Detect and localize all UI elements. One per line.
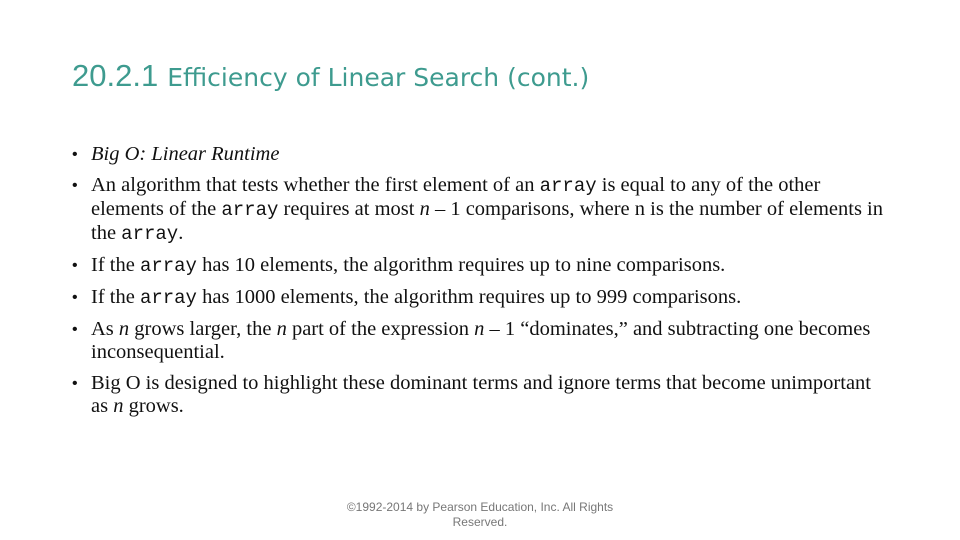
bullet-icon: • — [72, 257, 78, 274]
bullet-text-part: Big O is designed to highlight these dominant terms and ignore terms that become unimportant as — [91, 372, 872, 417]
code-term: array — [139, 255, 197, 277]
bullet-icon: • — [72, 146, 78, 163]
bullet-text-part: . — [178, 222, 184, 244]
code-term: array — [121, 223, 179, 245]
italic-term: n — [276, 318, 287, 340]
bullet-item — [72, 318, 892, 364]
bullet-icon: • — [72, 177, 78, 194]
copyright-footer — [330, 500, 630, 530]
bullet-icon: • — [72, 375, 78, 392]
italic-term: n — [419, 198, 430, 220]
bullet-item — [72, 286, 892, 310]
slide-title — [72, 58, 589, 94]
bullet-text: Big O: Linear Runtime — [91, 143, 280, 165]
italic-term: n — [113, 395, 124, 417]
code-term: array — [221, 199, 279, 221]
bullet-item — [72, 174, 892, 246]
bullet-text-part: requires at most — [278, 198, 420, 220]
copyright-line: ©1992-2014 by Pearson Education, Inc. All Rights — [346, 500, 614, 514]
italic-term: n — [118, 318, 130, 340]
bullet-item — [72, 143, 892, 166]
bullet-text-part: An algorithm that tests whether the first element of an — [91, 174, 540, 196]
bullet-text-part: If the — [91, 286, 140, 308]
bullet-text-part: has 1000 elements, the algorithm requires up to 999 comparisons. — [196, 286, 742, 308]
bullet-text-part: is equal to any of the other elements of the — [91, 174, 821, 220]
bullet-text-part: As — [91, 318, 119, 340]
bullet-text-part: grows. — [123, 395, 184, 417]
bullet-item — [72, 372, 892, 418]
bullet-list — [72, 143, 892, 426]
bullet-text-part: – 1 comparisons, where n is the number of elements in the — [91, 198, 884, 244]
bullet-icon: • — [72, 289, 78, 306]
bullet-text-part: part of the expression — [286, 318, 475, 340]
code-term: array — [539, 175, 597, 197]
title-text: Efficiency of Linear Search (cont.) — [167, 63, 590, 92]
bullet-text-part: – 1 “dominates,” and subtracting one becomes inconsequential. — [91, 318, 871, 363]
section-number: 20.2.1 — [72, 58, 159, 93]
bullet-text-part: has 10 elements, the algorithm requires up to nine comparisons. — [196, 254, 726, 276]
bullet-text-part: grows larger, the — [129, 318, 277, 340]
copyright-line: Reserved. — [452, 515, 508, 529]
code-term: array — [139, 287, 197, 309]
bullet-icon: • — [72, 321, 78, 338]
bullet-text-part: If the — [91, 254, 140, 276]
bullet-item — [72, 254, 892, 278]
italic-term: n — [474, 318, 485, 340]
